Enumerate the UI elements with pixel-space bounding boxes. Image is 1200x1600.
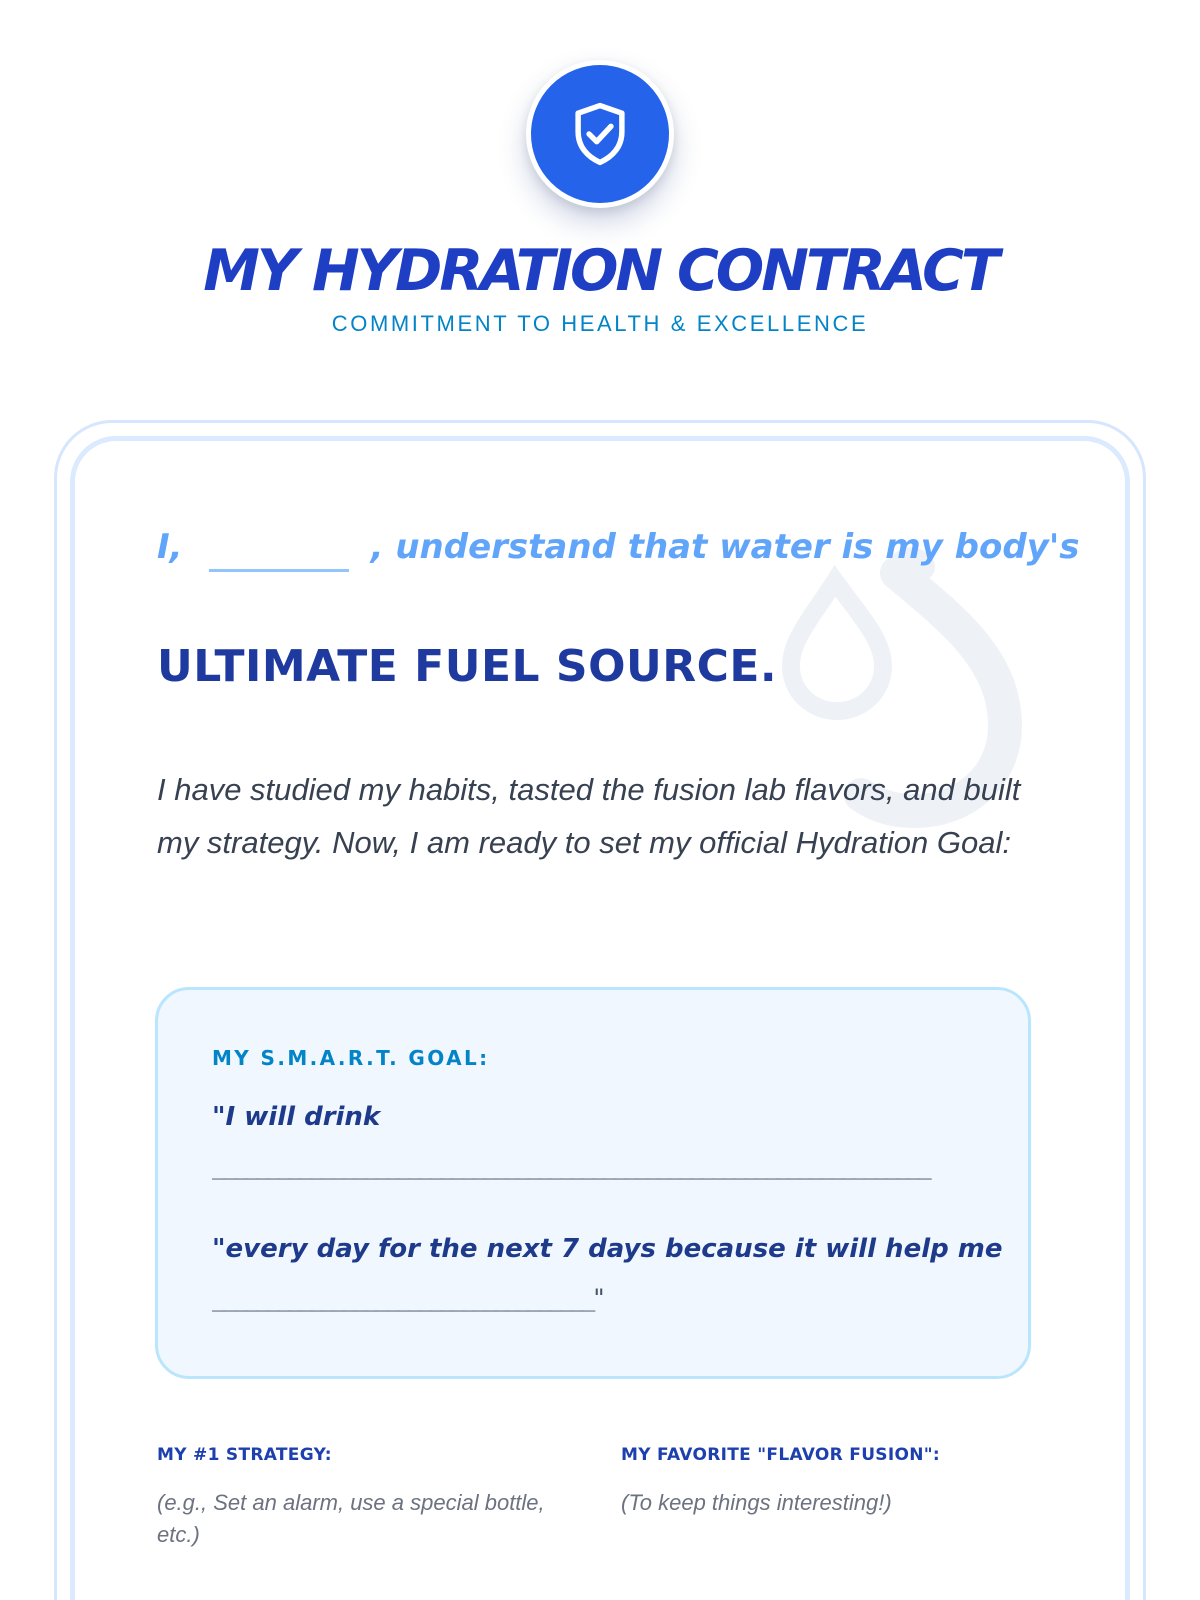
strategy-hint: (e.g., Set an alarm, use a special bottle, etc.) xyxy=(157,1490,545,1547)
contract-card xyxy=(70,436,1130,1600)
smart-goal-box xyxy=(155,987,1031,1379)
strategy-heading: MY #1 STRATEGY: xyxy=(157,1445,332,1465)
fuel-heading: ULTIMATE FUEL SOURCE. xyxy=(157,641,778,692)
goal-line-2: "every day for the next 7 days because it will help me xyxy=(212,1234,1003,1264)
goal-blank-2[interactable]: ___________________________________" xyxy=(212,1284,603,1312)
intro-suffix: , understand that water is my body's xyxy=(370,527,1080,567)
name-blank[interactable] xyxy=(209,542,349,572)
goal-blank-1[interactable]: __________________________________________________________________ xyxy=(212,1152,929,1180)
shield-check-icon xyxy=(565,99,635,169)
intro-prefix: I, xyxy=(157,527,183,567)
goal-heading: MY S.M.A.R.T. GOAL: xyxy=(212,1046,490,1070)
page-subtitle: COMMITMENT TO HEALTH & EXCELLENCE xyxy=(331,311,869,336)
intro-paragraph: I have studied my habits, tasted the fusion lab flavors, and built my strategy. Now, I am ready to set my official Hydration Goal: xyxy=(157,772,1021,860)
page-title: MY HYDRATION CONTRACT xyxy=(203,238,997,304)
intro-line xyxy=(157,527,1117,572)
flavor-hint: (To keep things interesting!) xyxy=(621,1490,892,1515)
goal-line-1: "I will drink xyxy=(212,1102,381,1132)
shield-badge xyxy=(526,60,674,208)
flavor-heading: MY FAVORITE "FLAVOR FUSION": xyxy=(621,1445,941,1465)
